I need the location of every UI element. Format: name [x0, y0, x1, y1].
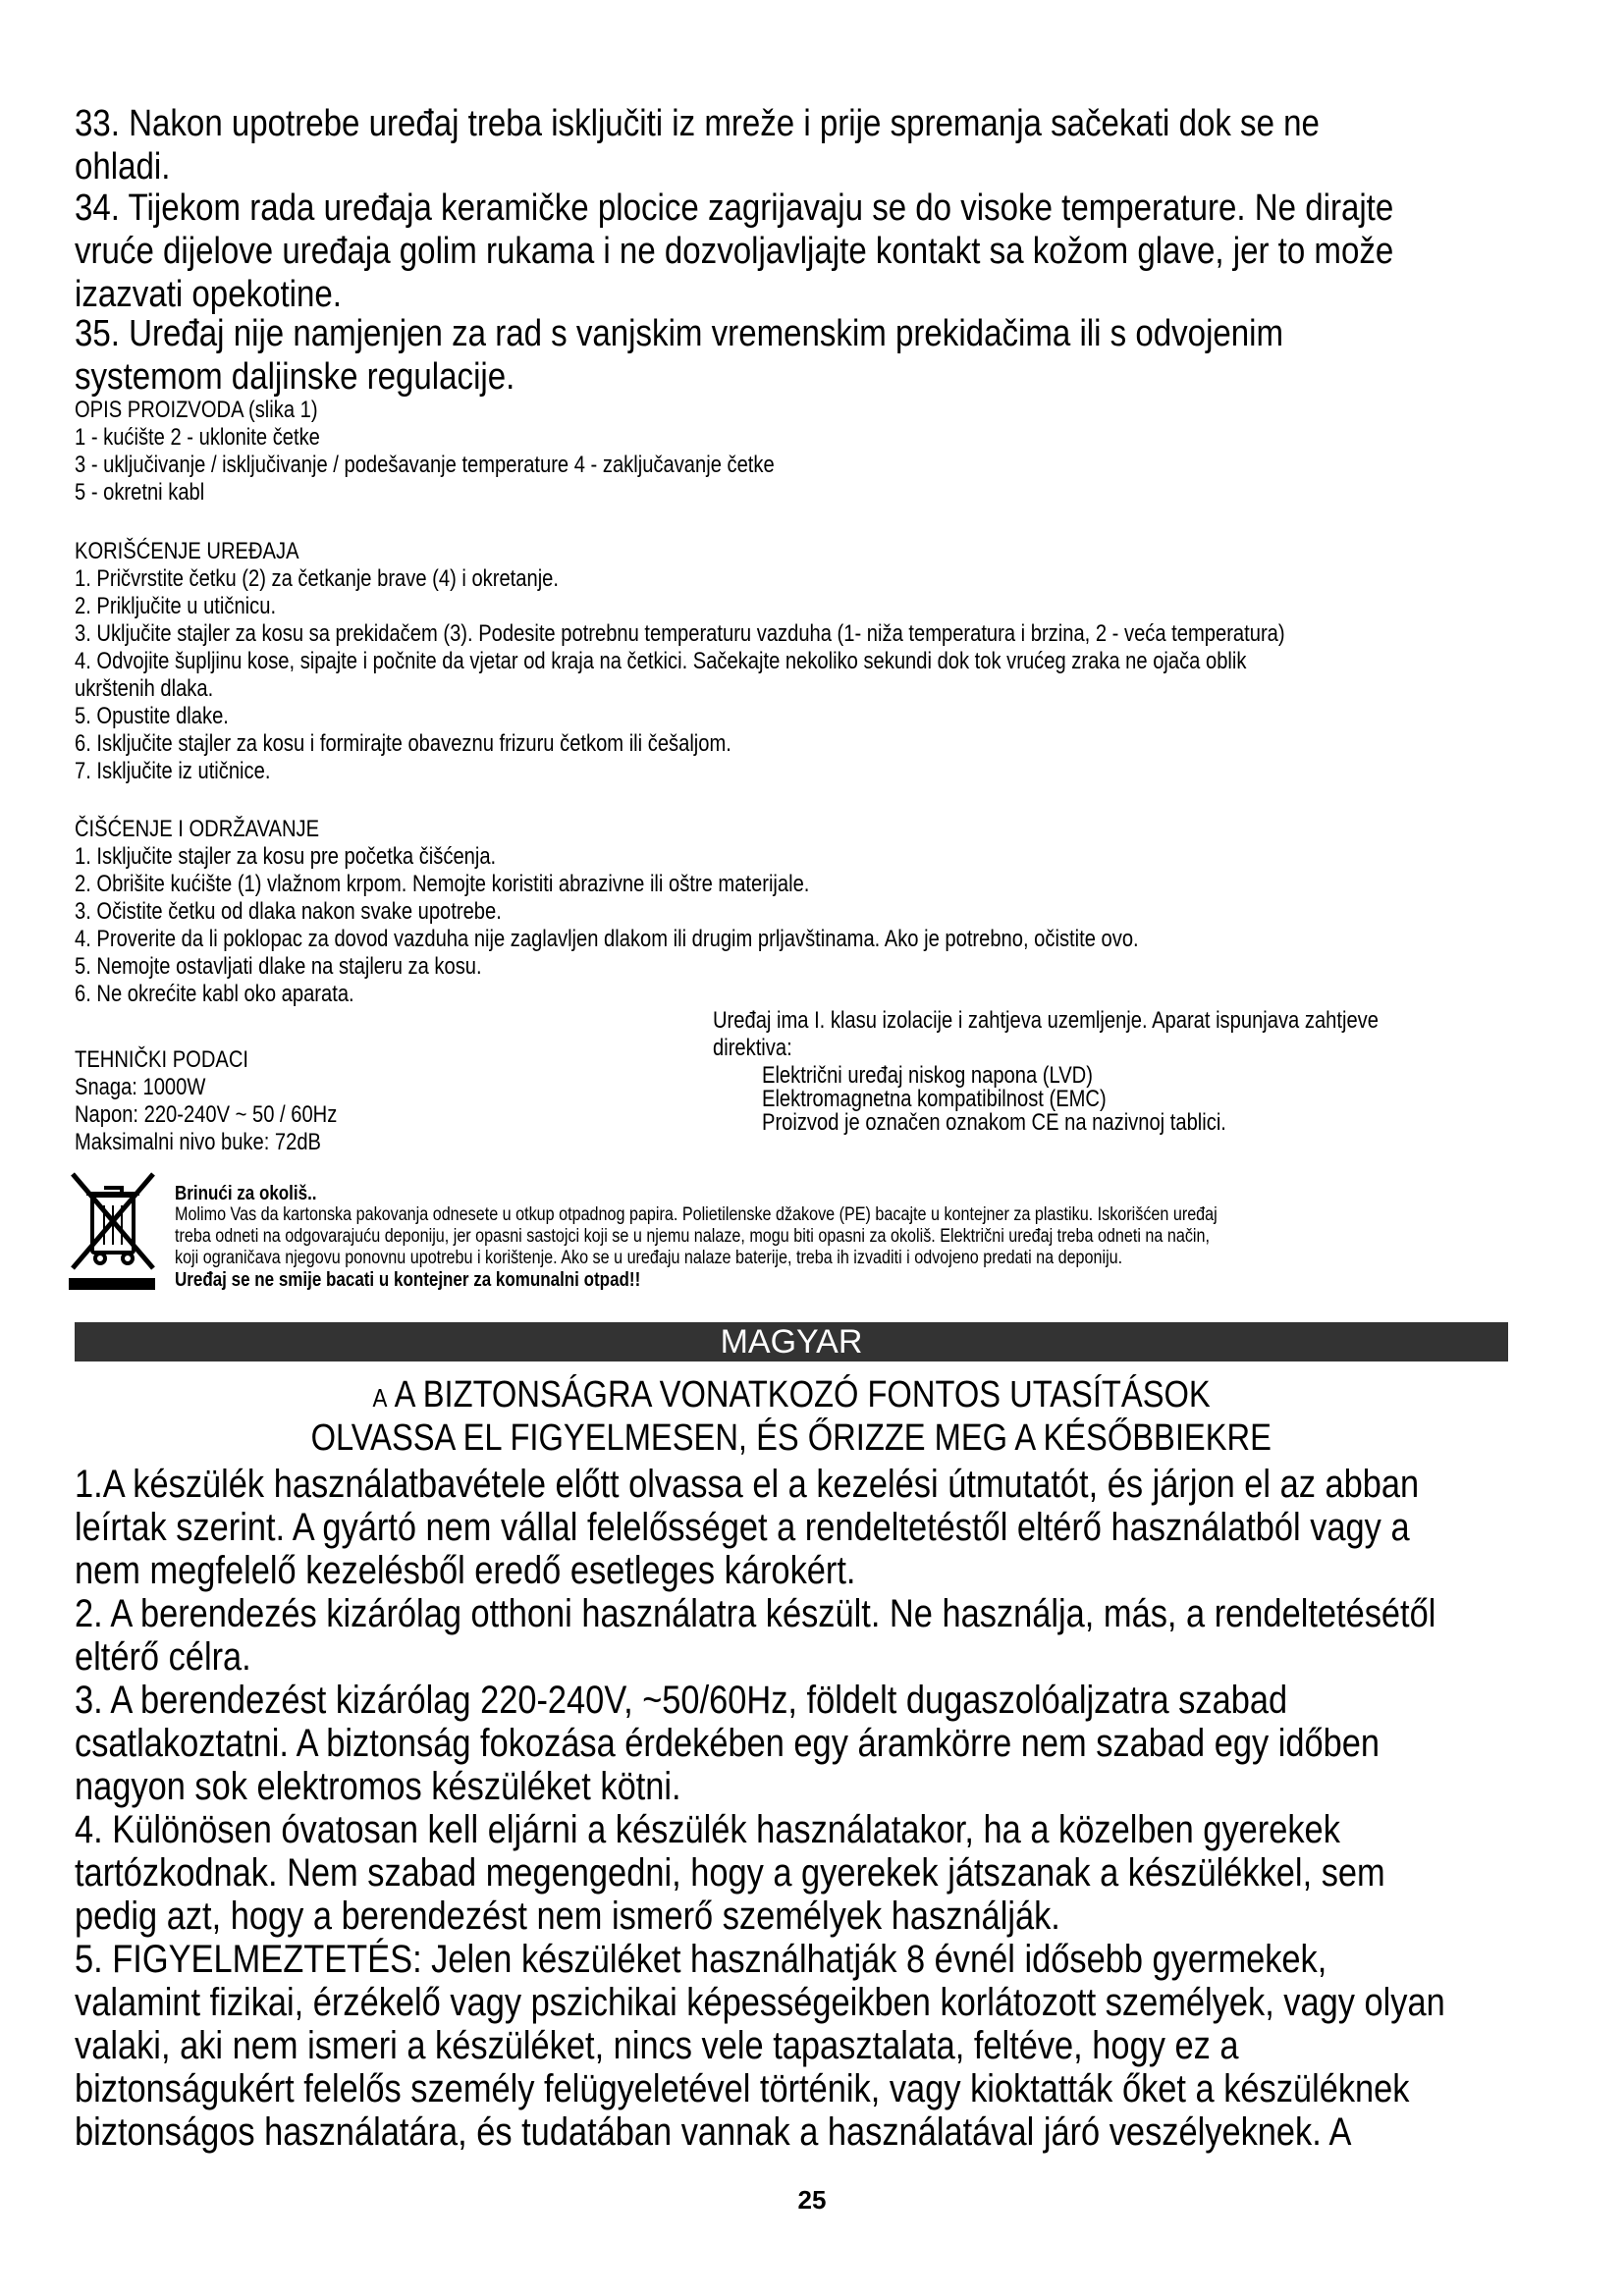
text-line: leírtak szerint. A gyártó nem vállal felelősséget a rendeltetéstől eltérő használatból vagy a	[75, 1506, 1410, 1549]
text-line: koji ograničava njegovu ponovnu upotrebu i korištenje. Ako se u uređaju nalaze baterije, treba ih izvaditi i odvojeno predati na deponiju.	[175, 1248, 1123, 1268]
text-line: 34. Tijekom rada uređaja keramičke plocice zagrijavaju se do visoke temperature. Ne dirajte	[75, 187, 1394, 229]
text-line: direktiva:	[713, 1035, 792, 1061]
text-line: 1.A készülék használatbavétele előtt olvassa el a kezelési útmutatót, és járjon el az abban	[75, 1463, 1420, 1506]
text-line: 4. Különösen óvatosan kell eljárni a készülék használatakor, ha a közelben gyerekek	[75, 1808, 1340, 1851]
notice-warning: Uređaj se ne smije bacati u kontejner za komunalni otpad!!	[175, 1269, 641, 1291]
text-line: 3. Uključite stajler za kosu sa prekidačem (3). Podesite potrebnu temperaturu vazduha (1- niža temperatura i brzina, 2 - veća temperatura)	[75, 620, 1285, 647]
magyar-heading-2	[75, 1417, 1508, 1459]
text-line: 2. Obrišite kućište (1) vlažnom krpom. Nemojte koristiti abrazivne ili oštre materijale.	[75, 871, 810, 897]
text-line: 5. Nemojte ostavljati dlake na stajleru za kosu.	[75, 953, 482, 980]
text-line: 2. Priključite u utičnicu.	[75, 593, 277, 619]
text-line: nagyon sok elektromos készüléket kötni.	[75, 1765, 681, 1808]
weee-crossed-bin-icon	[67, 1166, 157, 1296]
text-line: Maksimalni nivo buke: 72dB	[75, 1129, 322, 1155]
text-line: 3 - uključivanje / isključivanje / podešavanje temperature 4 - zaključavanje četke	[75, 452, 775, 478]
sr-item-35	[75, 312, 1464, 399]
text-line: eltérő célra.	[75, 1635, 251, 1679]
text-line: Molimo Vas da kartonska pakovanja odnesete u otkup otpadnog papira. Polietilenske džakove (PE) bacajte u kontejner za plastiku. Iskorišćen uređaj	[175, 1204, 1218, 1225]
text-line: 3. A berendezést kizárólag 220-240V, ~50/60Hz, földelt dugaszolóaljzatra szabad	[75, 1679, 1288, 1722]
text-line: Elektromagnetna kompatibilnost (EMC)	[762, 1086, 1107, 1112]
section-title: TEHNIČKI PODACI	[75, 1046, 248, 1073]
technical-data-section	[75, 1046, 387, 1156]
text-line: 6. Isključite stajler za kosu i formirajte obaveznu frizuru četkom ili češaljom.	[75, 730, 731, 757]
heading-text: OLVASSA EL FIGYELMESEN, ÉS ŐRIZZE MEG A KÉSŐBBIEKRE	[310, 1417, 1272, 1459]
text-line: valaki, aki nem ismeri a készüléket, nincs vele tapasztalata, feltéve, hogy ez a	[75, 2024, 1239, 2067]
sr-item-33	[75, 102, 1505, 188]
heading-prefix-mark: A	[372, 1383, 388, 1413]
text-line: tartózkodnak. Nem szabad megengedni, hogy a gyerekek játszanak a készülékkel, sem	[75, 1851, 1385, 1895]
text-line: 35. Uređaj nije namjenjen za rad s vanjskim vremenskim prekidačima ili s odvojenim	[75, 313, 1284, 354]
text-line: Proizvod je označen oznakom CE na nazivnoj tablici.	[762, 1109, 1226, 1136]
text-line: nem megfelelő kezelésből eredő esetleges károkért.	[75, 1549, 856, 1592]
text-line: systemom daljinske regulacije.	[75, 356, 515, 398]
cleaning-section	[75, 816, 1341, 1008]
insulation-class-section	[713, 1007, 1505, 1137]
product-description-section	[75, 397, 907, 507]
section-title: OPIS PROIZVODA (slika 1)	[75, 397, 318, 423]
text-line: 1. Pričvrstite četku (2) za četkanje brave (4) i okretanje.	[75, 565, 560, 592]
magyar-safety-text	[75, 1463, 1624, 2154]
text-line: ohladi.	[75, 146, 171, 187]
notice-title: Brinući za okoliš..	[175, 1183, 317, 1204]
language-section-bar	[75, 1322, 1508, 1362]
text-line: 5. FIGYELMEZTETÉS: Jelen készüléket használhatják 8 évnél idősebb gyermekek,	[75, 1938, 1327, 1981]
text-line: 3. Očistite četku od dlaka nakon svake upotrebe.	[75, 898, 502, 925]
text-line: csatlakoztatni. A biztonság fokozása érdekében egy áramkörre nem szabad egy időben	[75, 1722, 1380, 1765]
text-line: 4. Odvojite šupljinu kose, sipajte i počnite da vjetar od kraja na četkici. Sačekajte nekoliko sekundi dok tok vrućeg zraka ne ojača oblik	[75, 648, 1247, 674]
text-line: Električni uređaj niskog napona (LVD)	[762, 1062, 1093, 1089]
text-line: 1. Isključite stajler za kosu pre početka čišćenja.	[75, 843, 497, 870]
text-line: izazvati opekotine.	[75, 274, 342, 315]
text-line: 4. Proverite da li poklopac za dovod vazduha nije zaglavljen dlakom ili drugim prljavštinama. Ako je potrebno, očistite ovo.	[75, 926, 1139, 952]
sr-item-34	[75, 187, 1591, 316]
text-line: pedig azt, hogy a berendezést nem ismerő személyek használják.	[75, 1895, 1060, 1938]
page-number-text: 25	[797, 2185, 827, 2215]
section-title: ČIŠĆENJE I ODRŽAVANJE	[75, 816, 320, 842]
text-line: 33. Nakon upotrebe uređaj treba isključiti iz mreže i prije spremanja sačekati dok se ne	[75, 103, 1320, 144]
text-line: treba odneti na odgovarajuću deponiju, jer opasni sastojci koji se u njemu nalaze, mogu biti opasni za okoliš. Električni uređaj treba odneti na način,	[175, 1226, 1210, 1247]
section-title: KORIŠĆENJE UREĐAJA	[75, 538, 299, 564]
text-line: biztonságos használatára, és tudatában vannak a használatával járó veszélyeknek. A	[75, 2110, 1352, 2154]
usage-section	[75, 538, 1515, 785]
text-line: ukrštenih dlaka.	[75, 675, 214, 702]
text-line: 5. Opustite dlake.	[75, 703, 229, 729]
environment-notice	[175, 1183, 1401, 1291]
text-line: valamint fizikai, érzékelő vagy pszichikai képességeikben korlátozott személyek, vagy olyan	[75, 1981, 1445, 2024]
text-line: 2. A berendezés kizárólag otthoni használatra készült. Ne használja, más, a rendeltetésétől	[75, 1592, 1436, 1635]
page-number	[0, 2185, 1624, 2216]
text-line: biztonságukért felelős személy felügyeletével történik, vagy kioktatták őket a készüléknek	[75, 2067, 1410, 2110]
text-line: Snaga: 1000W	[75, 1074, 206, 1100]
text-line: 1 - kućište 2 - uklonite četke	[75, 424, 320, 451]
text-line: 6. Ne okrećite kabl oko aparata.	[75, 981, 354, 1007]
text-line: 7. Isključite iz utičnice.	[75, 758, 271, 784]
language-label: MAGYAR	[720, 1323, 863, 1361]
text-line: Uređaj ima I. klasu izolacije i zahtjeva uzemljenje. Aparat ispunjava zahtjeve	[713, 1007, 1379, 1034]
magyar-heading-1	[75, 1374, 1508, 1418]
text-line: 5 - okretni kabl	[75, 479, 205, 506]
text-line: Napon: 220-240V ~ 50 / 60Hz	[75, 1101, 338, 1128]
heading-text: A BIZTONSÁGRA VONATKOZÓ FONTOS UTASÍTÁSOK	[394, 1374, 1211, 1415]
text-line: vruće dijelove uređaja golim rukama i ne dozvoljavljajte kontakt sa kožom glave, jer to može	[75, 231, 1394, 272]
